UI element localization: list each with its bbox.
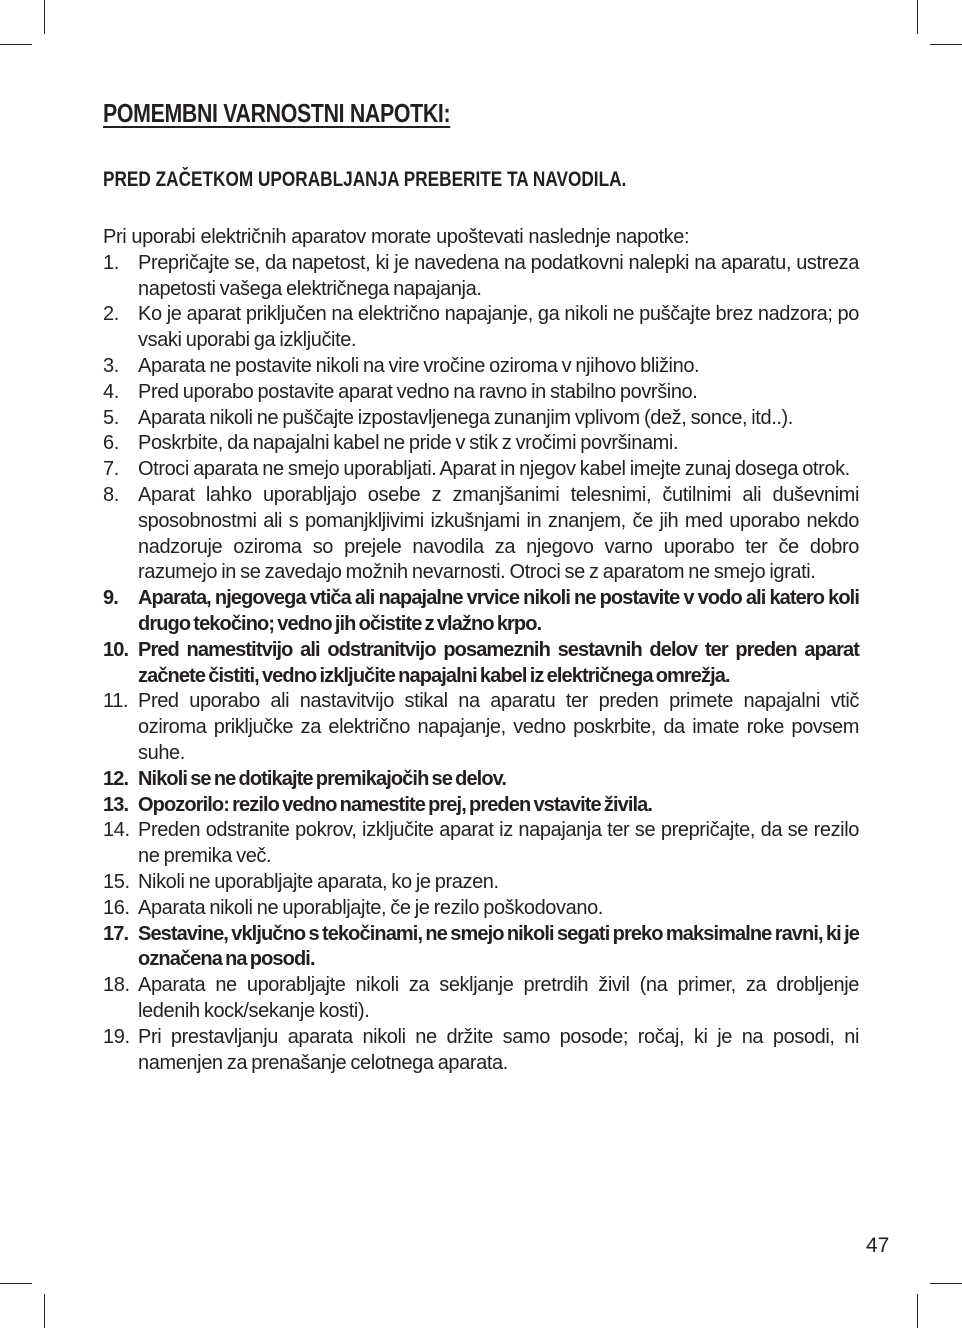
- list-item-text: Pred uporabo postavite aparat vedno na ravno in stabilno površino.: [138, 380, 698, 403]
- list-item: [103, 431, 859, 457]
- crop-mark-bottom-right-vertical: [917, 1294, 918, 1328]
- list-item-number: 10.: [103, 638, 129, 661]
- list-item-text: Prepričajte se, da napetost, ki je navedena na podatkovni nalepki na aparatu, ustreza napetosti vašega električnega napajanja.: [138, 251, 859, 300]
- list-item-number: 12.: [103, 767, 129, 790]
- list-item-text: Aparata nikoli ne puščajte izpostavljenega zunanjim vplivom (dež, sonce, itd..).: [138, 406, 793, 429]
- list-item-text: Preden odstranite pokrov, izključite aparat iz napajanja ter se prepričajte, da se rezilo ne premika več.: [138, 819, 859, 868]
- list-item-text: Nikoli se ne dotikajte premikajočih se delov.: [138, 767, 507, 790]
- list-item: [103, 638, 859, 690]
- crop-mark-top-right-horizontal: [930, 44, 962, 45]
- list-item: [103, 870, 859, 896]
- list-item-number: 5.: [103, 406, 119, 429]
- page-number: 47: [866, 1234, 890, 1257]
- list-item-text: Pri prestavljanju aparata nikoli ne držite samo posode; ročaj, ki je na posodi, ni namenjen za prenašanje celotnega aparata.: [138, 1025, 859, 1074]
- list-item: [103, 689, 859, 766]
- list-item-text: Aparata ne postavite nikoli na vire vročine oziroma v njihovo bližino.: [138, 354, 700, 377]
- list-item: [103, 818, 859, 870]
- crop-mark-top-right-vertical: [917, 0, 918, 34]
- list-item-number: 18.: [103, 974, 130, 997]
- list-item: [103, 302, 859, 354]
- list-item-text: Aparat lahko uporabljajo osebe z zmanjšanimi telesnimi, čutilnimi ali duševnimi sposobnostmi ali s pomanjkljivimi izkušnjami in znanjem, če jih med uporabo nekdo nadzoruje oziroma so prejele navodila za njegovo varno uporabo ter če dobro razumejo in se zavedajo možnih nevarnosti. Otroci se z aparatom ne smejo igrati.: [138, 483, 859, 584]
- list-item: [103, 483, 859, 586]
- list-item-number: 8.: [103, 483, 119, 506]
- list-item-number: 7.: [103, 458, 119, 481]
- list-item-text: Pred uporabo ali nastavitvijo stikal na aparatu ter preden primete napajalni vtič oziroma priključke za električno napajanje, vedno poskrbite, da imate roke povsem suhe.: [138, 690, 859, 764]
- list-item-number: 13.: [103, 793, 129, 816]
- list-item: [103, 1025, 859, 1077]
- crop-mark-bottom-left-horizontal: [0, 1283, 32, 1284]
- list-item-number: 14.: [103, 819, 130, 842]
- list-item-text: Poskrbite, da napajalni kabel ne pride v stik z vročimi površinami.: [138, 432, 679, 455]
- list-item: [103, 922, 859, 974]
- list-item-number: 4.: [103, 380, 119, 403]
- list-item: [103, 380, 859, 406]
- page-content: [103, 96, 859, 1076]
- list-item: [103, 586, 859, 638]
- list-item-number: 19.: [103, 1025, 130, 1048]
- list-item-number: 3.: [103, 354, 119, 377]
- crop-mark-bottom-left-vertical: [44, 1294, 45, 1328]
- list-item-text: Ko je aparat priključen na električno napajanje, ga nikoli ne puščajte brez nadzora; po vsaki uporabi ga izključite.: [138, 303, 859, 352]
- list-item-number: 16.: [103, 896, 130, 919]
- page-title: POMEMBNI VARNOSTNI NAPOTKI:: [103, 98, 451, 128]
- intro-text: Pri uporabi električnih aparatov morate upoštevati naslednje napotke:: [103, 226, 690, 248]
- list-item-text: Aparata, njegovega vtiča ali napajalne vrvice nikoli ne postavite v vodo ali katero koli drugo tekočino; vedno jih očistite z vlažno krpo.: [138, 587, 859, 635]
- crop-mark-top-left-horizontal: [0, 44, 32, 45]
- safety-instructions-list: [103, 251, 859, 1077]
- list-item-number: 11.: [103, 690, 129, 713]
- list-item-number: 17.: [103, 922, 129, 945]
- list-item: [103, 457, 859, 483]
- list-item: [103, 406, 859, 432]
- crop-mark-bottom-right-horizontal: [930, 1283, 962, 1284]
- list-item-text: Otroci aparata ne smejo uporabljati. Aparat in njegov kabel imejte zunaj dosega otrok.: [138, 458, 850, 481]
- list-item-text: Nikoli ne uporabljajte aparata, ko je prazen.: [138, 870, 499, 893]
- list-item-text: Opozorilo: rezilo vedno namestite prej, preden vstavite živila.: [138, 793, 653, 816]
- list-item-text: Aparata ne uporabljajte nikoli za sekljanje pretrdih živil (na primer, za drobljenje ledenih kock/sekanje kosti).: [138, 974, 859, 1022]
- list-item-number: 2.: [103, 303, 119, 326]
- list-item-number: 1.: [103, 251, 119, 274]
- list-item: [103, 767, 859, 793]
- list-item-text: Aparata nikoli ne uporabljajte, če je rezilo poškodovano.: [138, 896, 603, 919]
- list-item: [103, 793, 859, 819]
- list-item: [103, 251, 859, 303]
- list-item: [103, 354, 859, 380]
- list-item: [103, 896, 859, 922]
- list-item-text: Pred namestitvijo ali odstranitvijo posameznih sestavnih delov ter preden aparat začnete čistiti, vedno izključite napajalni kabel iz električnega omrežja.: [138, 638, 859, 687]
- list-item-number: 9.: [103, 587, 118, 610]
- list-item-number: 15.: [103, 870, 130, 893]
- list-item-text: Sestavine, vključno s tekočinami, ne smejo nikoli segati preko maksimalne ravni, ki je označena na posodi.: [138, 922, 859, 971]
- list-item: [103, 973, 859, 1025]
- section-subheading: PRED ZAČETKOM UPORABLJANJA PREBERITE TA NAVODILA.: [103, 168, 627, 191]
- list-item-number: 6.: [103, 432, 119, 455]
- crop-mark-top-left-vertical: [44, 0, 45, 34]
